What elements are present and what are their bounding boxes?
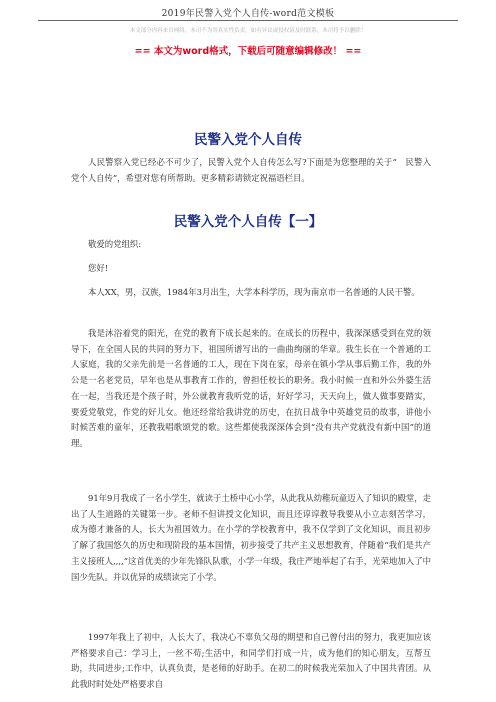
- salutation: 敬爱的党组织:: [88, 239, 142, 249]
- disclaimer-text: 本文部分内容来自网络，本司不为其真实性负责，如有异议或侵权请及时联系，本司将予以删除！: [129, 28, 367, 34]
- paragraph-2: 我是沐浴着党的阳光，在党的教育下成长起来的。在成长的历程中，我深深感受到在党的领导下，在全国人民的共同的努力下，祖国所谱写出的一曲曲绚丽的华章。我生长在一个普通的工人家庭，我的父亲先前是一名普通的工人，现在下岗在家，母亲在镇小学从事后勤工作，我的外公是一名老党员，早年也是从事教育工作的，曾担任校长的职务。我小时候一直和外公外婆生活在一起，当我还是个孩子时，外公就教育我听党的话，好好学习，天天向上，做人做事要踏实，要爱党敬党，作党的好儿女。他还经常给我讲党的历史，在抗日战争中英雄党员的故事，讲他小时候苦难的童年，还教我唱歌颂党的歌。这些都使我深深体会到“没有共产党就没有新中国”的道理。: [71, 328, 431, 448]
- paragraph-4: 1997年我上了初中，人长大了，我决心不辜负父母的期望和自己曾付出的努力，我更加应该严格要求自己：学习上，一丝不苟;生活中，和同学们打成一片，成为他们的知心朋友，互帮互助，共同进步;工作中，认真负责，是老师的好助手。在初二的时候我光荣加入了中国共青团。从此我时时处处严格要求自: [71, 632, 431, 690]
- paragraph-3: 91年9月我成了一名小学生，就读于土桥中心小学，从此我从幼稚玩童迈入了知识的殿堂，走出了人生道路的关键第一步。老师不但讲授文化知识，而且还谆谆教导我要从小立志刻苦学习，成为德才兼备的人，长大为祖国效力。在小学的学校教育中，我不仅学到了文化知识，而且初步了解了我国悠久的历史和现阶段的基本国情，初步接受了共产主义思想教育，伴随着“我们是共产主义接班人,,,,”这首优美的少年先锋队队歌，小学一年级，我庄严地举起了右手，光荣地加入了中国少先队。并以优异的成绩读完了小学。: [71, 493, 431, 582]
- intro-paragraph: 人民警察入党已经必不可少了，民警入党个人自传怎么写?下面是为您整理的关于“ 民警入党个人自传”，希望对您有所帮助。更多精彩请锁定祝福语栏目。: [71, 157, 431, 183]
- greeting: 您好!: [88, 263, 109, 273]
- paragraph-1: 本人XX，男，汉族，1984年3月出生，大学本科学历，现为南京市一名普通的人民干警。: [88, 287, 420, 297]
- document-header: 2019年民警入党个人自传-word范文模板: [161, 9, 335, 19]
- header-divider: [38, 20, 458, 21]
- section-title: 民警入党个人自传【一】: [173, 214, 323, 230]
- edit-notice-banner: == 本文为word格式，下载后可随意编辑修改！ ==: [134, 46, 362, 57]
- document-title: 民警入党个人自传: [194, 132, 302, 148]
